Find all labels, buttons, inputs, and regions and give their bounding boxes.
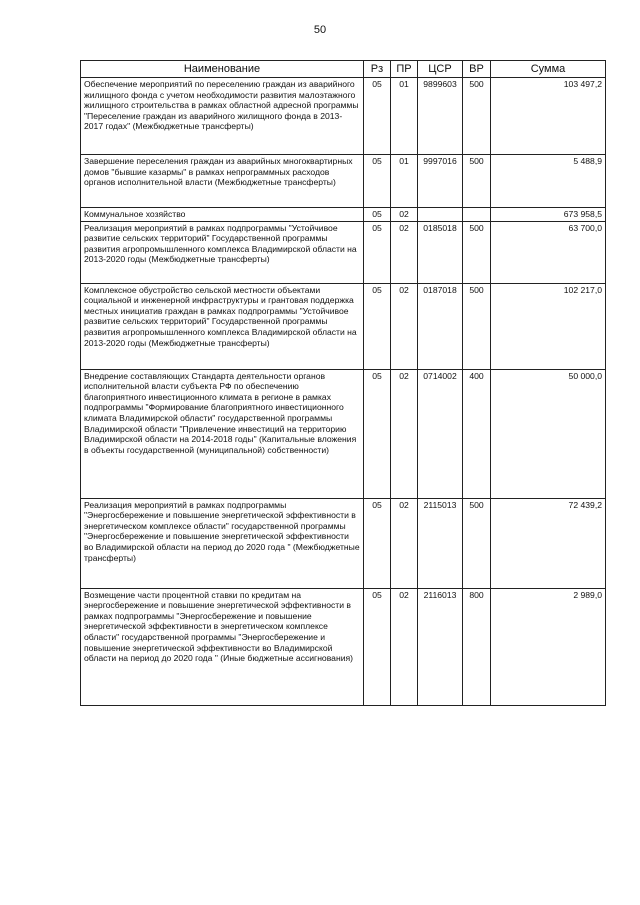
row-vr <box>463 208 491 222</box>
row-name: Возмещение части процентной ставки по кредитам на энергосбережение и повышение энергетической эффективности в рамках подпрограммы "Энергосбережение и повышение энергетической эффективности в энергетическом комплексе области" государственной программы "Энергосбережение и повышение энергетической эффективности во Владимирской области на период до 2020 года " (Иные бюджетные ассигнования) <box>81 588 364 705</box>
row-pr: 02 <box>391 588 418 705</box>
row-rz: 05 <box>364 208 391 222</box>
row-csr <box>418 208 463 222</box>
header-sum: Сумма <box>491 61 606 78</box>
row-pr: 01 <box>391 78 418 155</box>
page-number: 50 <box>313 24 327 36</box>
table-row <box>81 155 606 208</box>
row-pr: 02 <box>391 369 418 498</box>
row-rz: 05 <box>364 221 391 283</box>
row-rz: 05 <box>364 283 391 369</box>
table-row <box>81 283 606 369</box>
row-sum: 102 217,0 <box>491 283 606 369</box>
header-csr: ЦСР <box>418 61 463 78</box>
row-vr: 500 <box>463 283 491 369</box>
row-csr: 2115013 <box>418 498 463 588</box>
row-csr: 9997016 <box>418 155 463 208</box>
row-pr: 01 <box>391 155 418 208</box>
row-rz: 05 <box>364 155 391 208</box>
row-name: Внедрение составляющих Стандарта деятельности органов исполнительной власти субъекта РФ по обеспечению благоприятного инвестиционного климата в регионе в рамках подпрограммы "Формирование благоприятного инвестиционного климата Владимирской области" государственной программы Владимирской области "Привлечение инвестиций на территорию Владимирской области на 2014-2018 годы" (Капитальные вложения в объекты государственной (муниципальной) собственности) <box>81 369 364 498</box>
row-name: Комплексное обустройство сельской местности объектами социальной и инженерной инфраструктуры и грантовая поддержка местных инициатив граждан в рамках подпрограммы "Устойчивое развитие сельских территорий" Государственной программы развития агропромышленного комплекса Владимирской области на 2013-2020 годы (Межбюджетные трансферты) <box>81 283 364 369</box>
row-rz: 05 <box>364 78 391 155</box>
header-vr: ВР <box>463 61 491 78</box>
row-rz: 05 <box>364 498 391 588</box>
row-pr: 02 <box>391 283 418 369</box>
table-row <box>81 369 606 498</box>
row-name: Реализация мероприятий в рамках подпрограммы "Энергосбережение и повышение энергетической эффективности в энергетическом комплексе области" государственной программы "Энергосбережение и повышение энергетической эффективности во Владимирской области на период до 2020 года " (Межбюджетные трансферты) <box>81 498 364 588</box>
row-rz: 05 <box>364 369 391 498</box>
table-row <box>81 208 606 222</box>
row-pr: 02 <box>391 208 418 222</box>
row-sum: 5 488,9 <box>491 155 606 208</box>
row-name: Обеспечение мероприятий по переселению граждан из аварийного жилищного фонда с учетом необходимости развития малоэтажного жилищного строительства в рамках областной адресной программы "Переселение граждан из аварийного жилищного фонда в 2013-2017 годах" (Межбюджетные трансферты) <box>81 78 364 155</box>
row-csr: 9899603 <box>418 78 463 155</box>
row-vr: 400 <box>463 369 491 498</box>
table-row <box>81 78 606 155</box>
row-sum: 103 497,2 <box>491 78 606 155</box>
row-sum: 2 989,0 <box>491 588 606 705</box>
header-name: Наименование <box>81 61 364 78</box>
budget-table <box>80 60 606 706</box>
row-csr: 0714002 <box>418 369 463 498</box>
header-rz: Рз <box>364 61 391 78</box>
row-name: Коммунальное хозяйство <box>81 208 364 222</box>
table-row <box>81 221 606 283</box>
row-sum: 63 700,0 <box>491 221 606 283</box>
row-sum: 673 958,5 <box>491 208 606 222</box>
row-name: Реализация мероприятий в рамках подпрограммы "Устойчивое развитие сельских территорий" Государственной программы развития агропромышленного комплекса Владимирской области на 2013-2020 годы (Межбюджетные трансферты) <box>81 221 364 283</box>
row-csr: 0185018 <box>418 221 463 283</box>
row-vr: 800 <box>463 588 491 705</box>
row-rz: 05 <box>364 588 391 705</box>
row-vr: 500 <box>463 155 491 208</box>
row-pr: 02 <box>391 221 418 283</box>
row-name: Завершение переселения граждан из аварийных многоквартирных домов "бывшие казармы" в рамках непрограммных расходов органов исполнительной власти (Межбюджетные трансферты) <box>81 155 364 208</box>
row-sum: 50 000,0 <box>491 369 606 498</box>
row-vr: 500 <box>463 221 491 283</box>
row-csr: 2116013 <box>418 588 463 705</box>
row-csr: 0187018 <box>418 283 463 369</box>
row-vr: 500 <box>463 498 491 588</box>
table-header-row <box>81 61 606 78</box>
header-pr: ПР <box>391 61 418 78</box>
row-vr: 500 <box>463 78 491 155</box>
table-row <box>81 588 606 705</box>
row-pr: 02 <box>391 498 418 588</box>
row-sum: 72 439,2 <box>491 498 606 588</box>
table-row <box>81 498 606 588</box>
